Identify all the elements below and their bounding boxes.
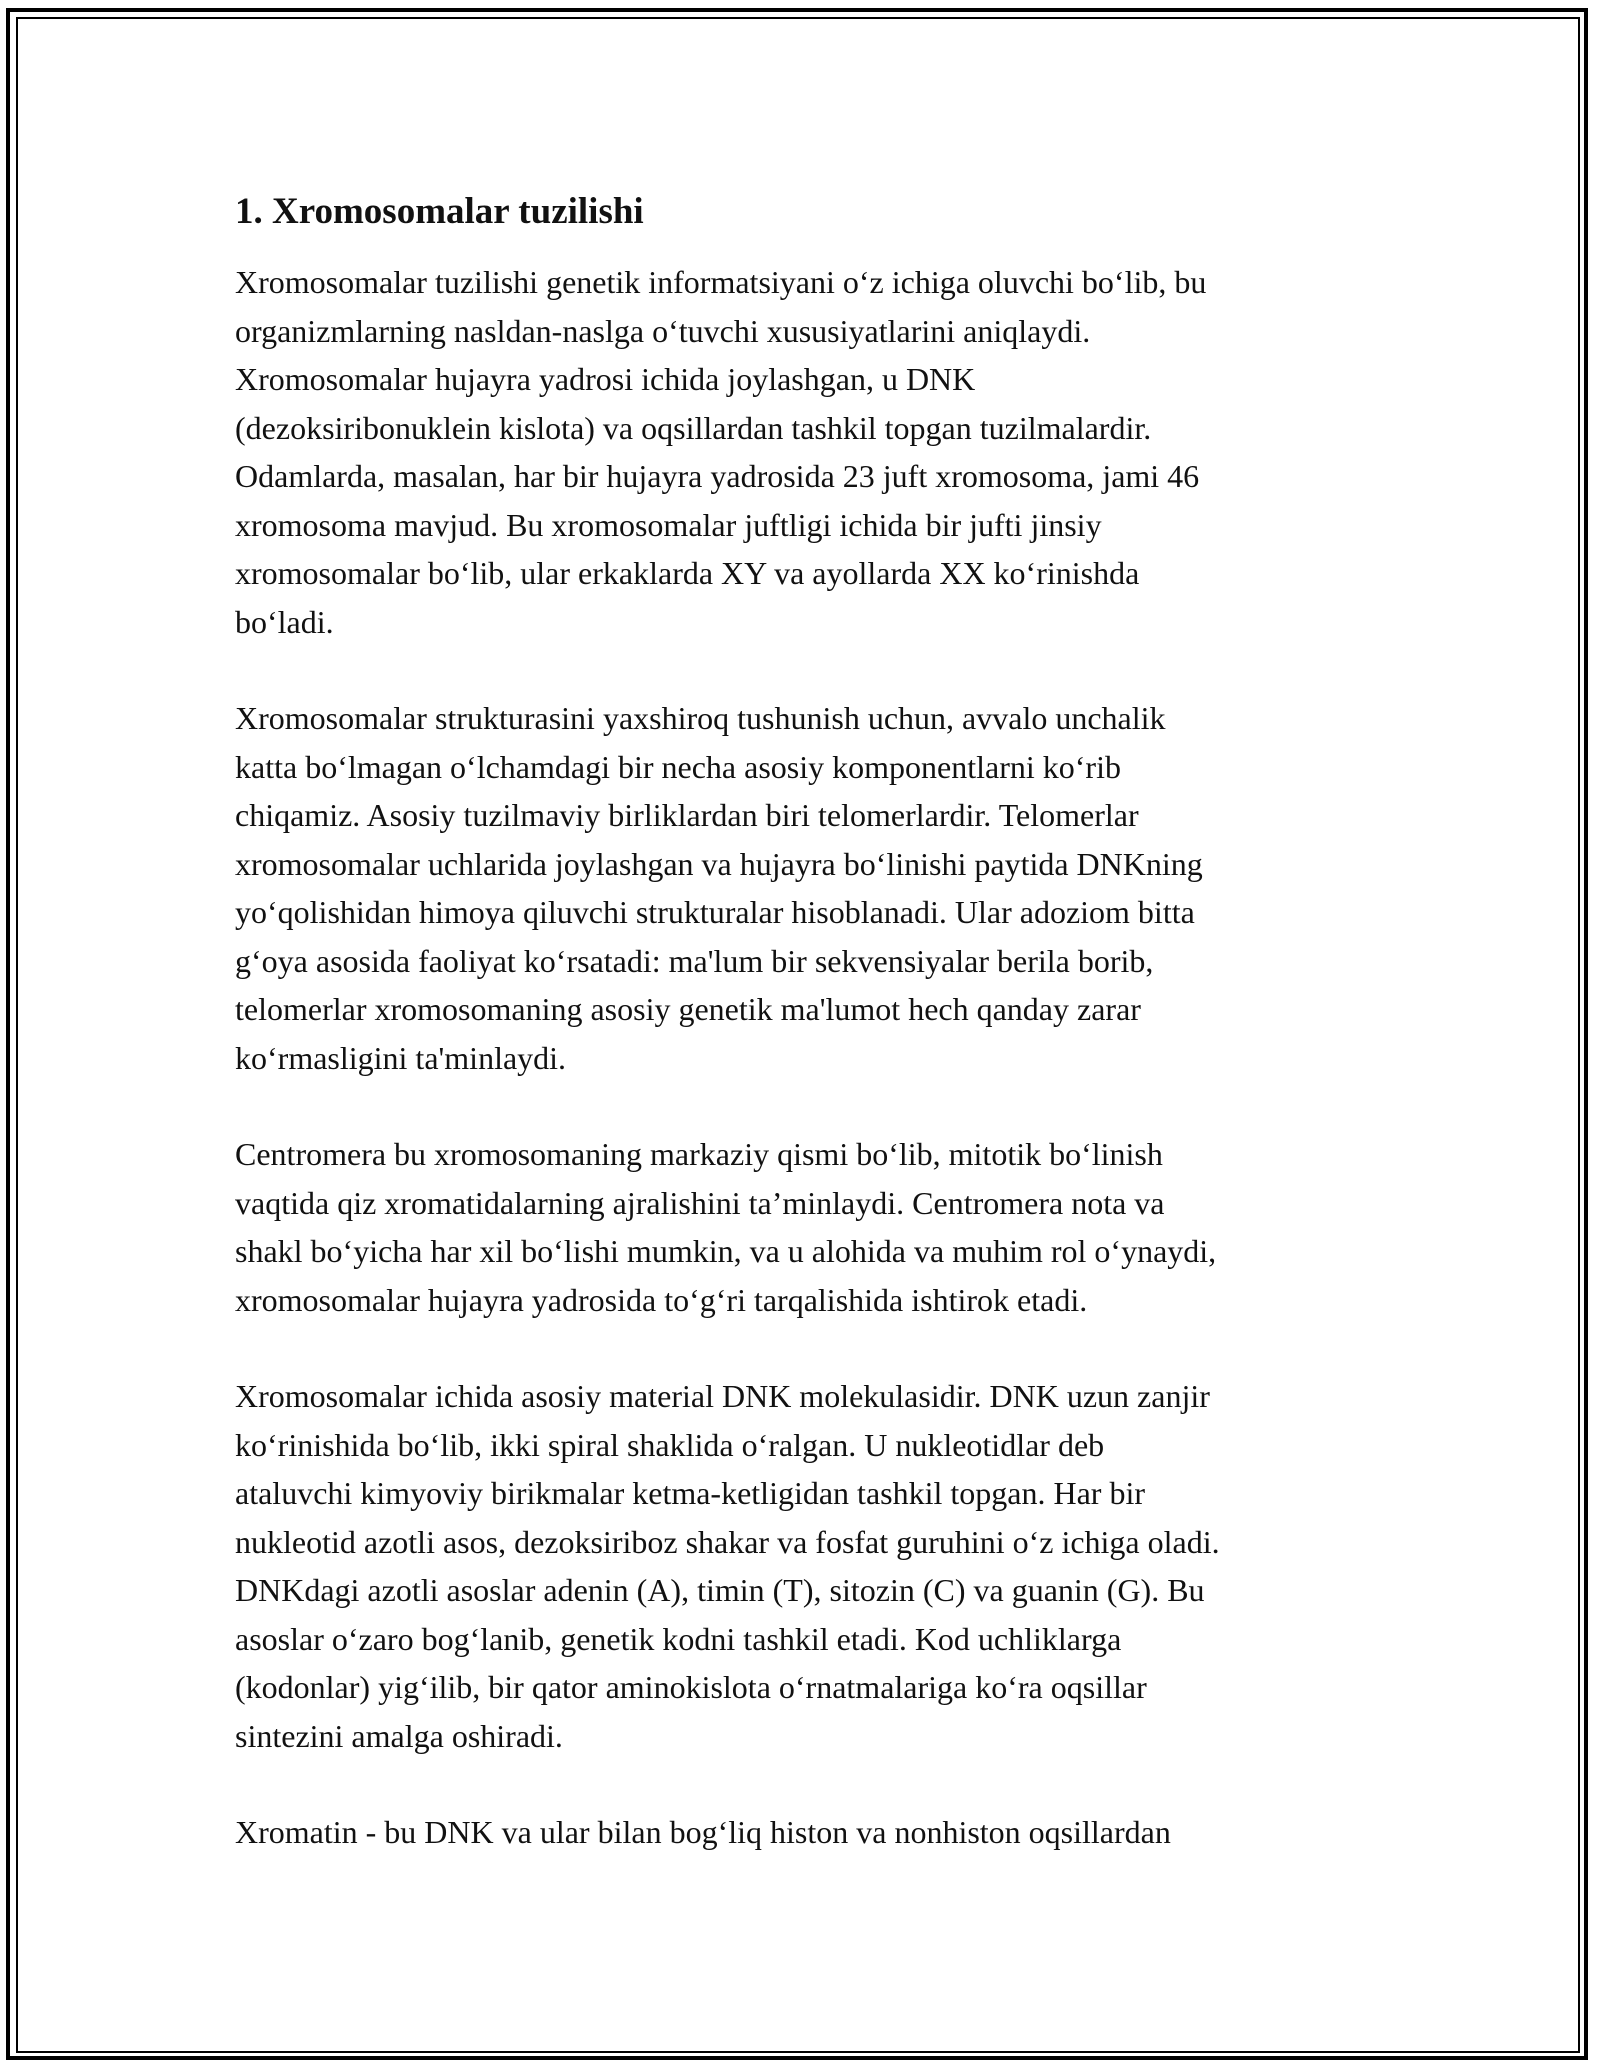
paragraph-dna xyxy=(235,1372,1385,1760)
text-line: vaqtida qiz xromatidalarning ajralishini ta’minlaydi. Centromera nota va xyxy=(235,1184,1165,1221)
text-line: ko‘rmasligini ta'minlaydi. xyxy=(235,1039,567,1076)
text-line: Xromosomalar strukturasini yaxshiroq tushunish uchun, avvalo unchalik xyxy=(235,700,1166,736)
text-line: DNKdagi azotli asoslar adenin (A), timin (T), sitozin (C) va guanin (G). Bu xyxy=(235,1572,1205,1608)
text-line: bo‘ladi. xyxy=(235,603,334,640)
text-line: (kodonlar) yig‘ilib, bir qator aminokislota o‘rnatmalariga ko‘ra oqsillar xyxy=(235,1669,1147,1705)
text-line: Centromera bu xromosomaning markaziy qismi bo‘lib, mitotik bo‘linish xyxy=(235,1136,1163,1172)
text-line: sintezini amalga oshiradi. xyxy=(235,1717,563,1754)
text-line: telomerlar xromosomaning asosiy genetik ma'lumot hech qanday zarar xyxy=(235,991,1141,1027)
text-line: xromosoma mavjud. Bu xromosomalar juftligi ichida bir jufti jinsiy xyxy=(235,506,1102,543)
text-line: yo‘qolishidan himoya qiluvchi strukturalar hisoblanadi. Ular adoziom bitta xyxy=(235,894,1195,930)
text-line: Odamlarda, masalan, har bir hujayra yadrosida 23 juft xromosoma, jami 46 xyxy=(235,458,1200,494)
text-line: Xromosomalar tuzilishi genetik informatsiyani o‘z ichiga oluvchi bo‘lib, bu xyxy=(235,264,1207,300)
text-line: xromosomalar bo‘lib, ular erkaklarda XY va ayollarda XX ko‘rinishda xyxy=(235,555,1140,591)
text-line: xromosomalar hujayra yadrosida to‘g‘ri tarqalishida ishtirok etadi. xyxy=(235,1281,1088,1318)
text-line: organizmlarning nasldan-naslga o‘tuvchi xususiyatlarini aniqlaydi. xyxy=(235,312,1091,349)
text-line: ataluvchi kimyoviy birikmalar ketma-ketligidan tashkil topgan. Har bir xyxy=(235,1475,1145,1511)
text-line: (dezoksiribonuklein kislota) va oqsillardan tashkil topgan tuzilmalardir. xyxy=(235,409,1152,446)
paragraph-chromosome-structure xyxy=(235,258,1385,646)
text-line: xromosomalar uchlarida joylashgan va hujayra bo‘linishi paytida DNKning xyxy=(235,845,1203,882)
text-line: g‘oya asosida faoliyat ko‘rsatadi: ma'lum bir sekvensiyalar berila borib, xyxy=(235,942,1154,979)
text-line: chiqamiz. Asosiy tuzilmaviy birliklardan biri telomerlardir. Telomerlar xyxy=(235,797,1139,833)
text-line: asoslar o‘zaro bog‘lanib, genetik kodni tashkil etadi. Kod uchliklarga xyxy=(235,1620,1122,1657)
text-line: Xromatin - bu DNK va ular bilan bog‘liq histon va nonhiston oqsillardan xyxy=(235,1814,1171,1850)
paragraph-chromatin xyxy=(235,1808,1385,1857)
paragraph-centromere xyxy=(235,1130,1385,1324)
text-line: shakl bo‘yicha har xil bo‘lishi mumkin, va u alohida va muhim rol o‘ynaydi, xyxy=(235,1233,1217,1269)
text-line: Xromosomalar ichida asosiy material DNK molekulasidir. DNK uzun zanjir xyxy=(235,1378,1210,1414)
text-line: nukleotid azotli asos, dezoksiriboz shakar va fosfat guruhini o‘z ichiga oladi. xyxy=(235,1523,1220,1560)
document-body xyxy=(235,188,1385,1905)
section-heading: 1. Xromosomalar tuzilishi xyxy=(235,191,644,232)
paragraph-telomeres xyxy=(235,694,1385,1082)
text-line: ko‘rinishida bo‘lib, ikki spiral shaklida o‘ralgan. U nukleotidlar deb xyxy=(235,1426,1105,1463)
text-line: Xromosomalar hujayra yadrosi ichida joylashgan, u DNK xyxy=(235,361,976,397)
text-line: katta bo‘lmagan o‘lchamdagi bir necha asosiy komponentlarni ko‘rib xyxy=(235,748,1121,785)
